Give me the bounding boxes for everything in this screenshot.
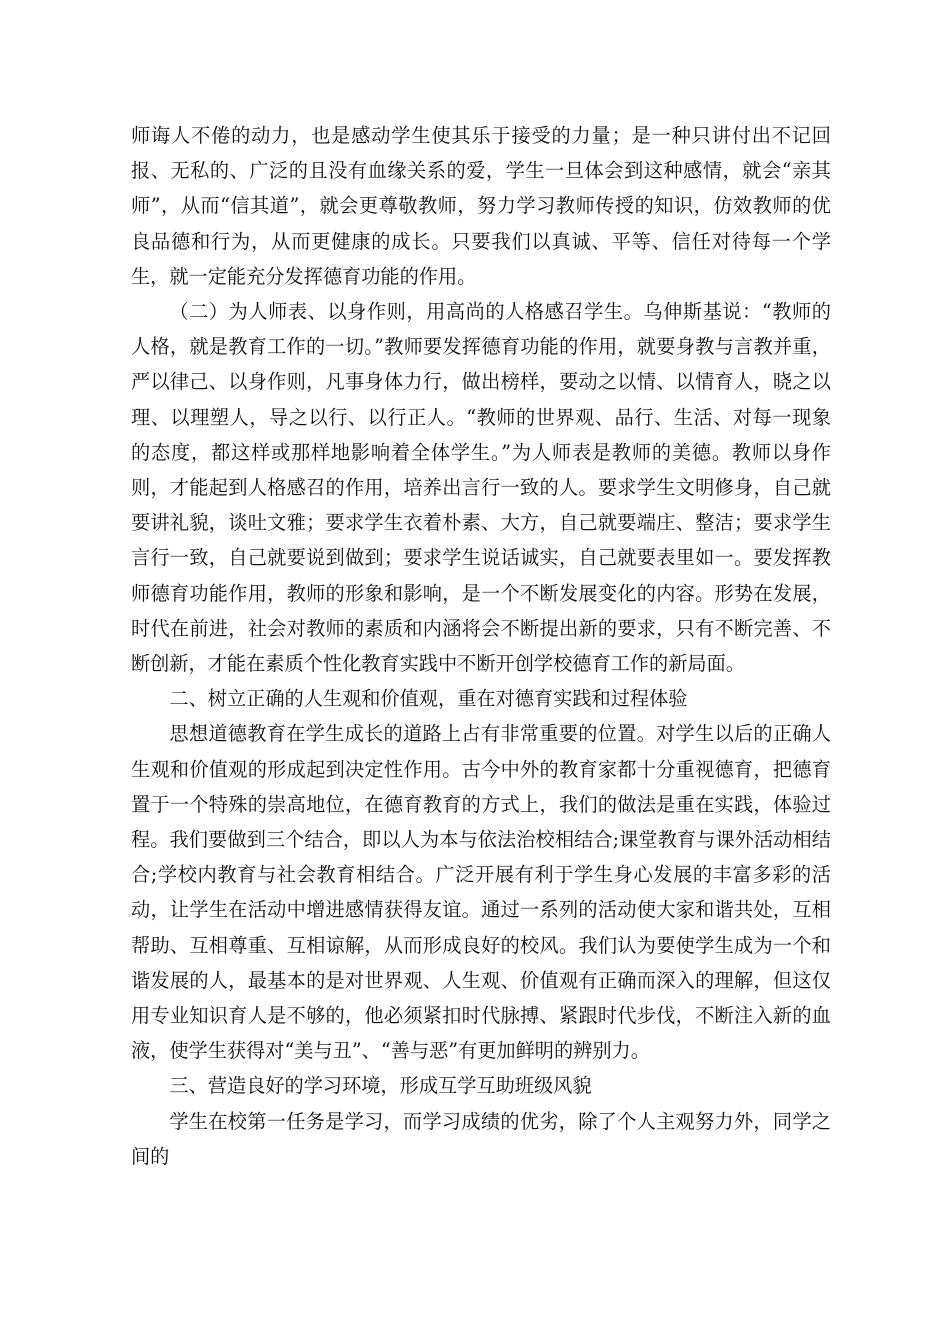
paragraph-moral-education: 思想道德教育在学生成长的道路上占有非常重要的位置。对学生以后的正确人生观和价值观的形成起到决定性作用。古今中外的教育家都十分重视德育，把德育置于一个特殊的崇高地位，在德育教育的方式上，我们的做法是重在实践，体验过程。我们要做到三个结合，即以人为本与依法治校相结合;课堂教育与课外活动相结合;学校内教育与社会教育相结合。广泛开展有利于学生身心发展的丰富多彩的活动，让学生在活动中增进感情获得友谊。通过一系列的活动使大家和谐共处，互相帮助、互相尊重、互相谅解，从而形成良好的校风。我们认为要使学生成为一个和谐发展的人，最基本的是对世界观、人生观、价值观有正确而深入的理解，但这仅用专业知识育人是不够的，他必须紧扣时代脉搏、紧跟时代步伐，不断注入新的血液，使学生获得对“美与丑”、“善与恶”有更加鲜明的辨别力。 [131, 722, 831, 1063]
section-heading-2: 二、树立正确的人生观和价值观，重在对德育实践和过程体验 [169, 687, 688, 711]
paragraph-learning-environment: 学生在校第一任务是学习，而学习成绩的优劣，除了个人主观努力外，同学之间的 [131, 1109, 831, 1168]
paragraph-continuation: 师诲人不倦的动力，也是感动学生使其乐于接受的力量；是一种只讲付出不记回报、无私的、广泛的且没有血缘关系的爱，学生一旦体会到这种感情，就会“亲其师”，从而“信其道”，就会更尊敬教师，努力学习教师传授的知识，仿效教师的优良品德和行为，从而更健康的成长。只要我们以真诚、平等、信任对待每一个学生，就一定能充分发挥德育功能的作用。 [131, 124, 831, 288]
document-body [131, 118, 831, 1174]
paragraph-teacher-role-model: （二）为人师表、以身作则，用高尚的人格感召学生。乌伸斯基说：“教师的人格，就是教育工作的一切。”教师要发挥德育功能的作用，就要身教与言教并重，严以律己、以身作则，凡事身体力行，做出榜样，要动之以情、以情育人，晓之以理、以理塑人，导之以行、以行正人。“教师的世界观、品行、生活、对每一现象的态度，都这样或那样地影响着全体学生。”为人师表是教师的美德。教师以身作则，才能起到人格感召的作用，培养出言行一致的人。要求学生文明修身，自己就要讲礼貌，谈吐文雅；要求学生衣着朴素、大方，自己就要端庄、整洁；要求学生言行一致，自己就要说到做到；要求学生说话诚实，自己就要表里如一。要发挥教师德育功能作用，教师的形象和影响，是一个不断发展变化的内容。形势在发展，时代在前进，社会对教师的素质和内涵将会不断提出新的要求，只有不断完善、不断创新，才能在素质个性化教育实践中不断开创学校德育工作的新局面。 [131, 300, 831, 676]
section-heading-3: 三、营造良好的学习环境，形成互学互助班级风貌 [169, 1074, 592, 1098]
